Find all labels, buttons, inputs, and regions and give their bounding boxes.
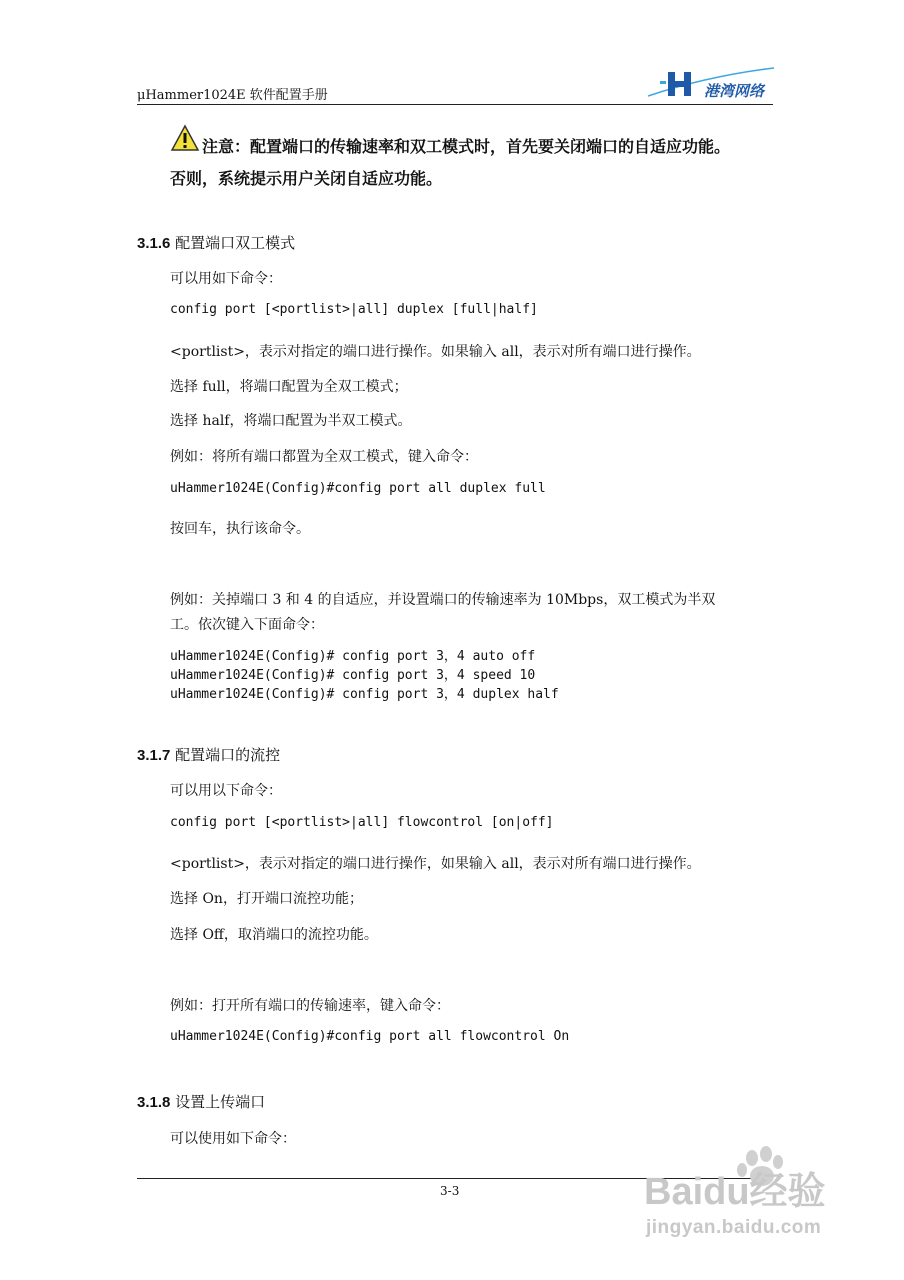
note-line-1: 注意：配置端口的传输速率和双工模式时，首先要关闭端口的自适应功能。 [202, 137, 731, 156]
note-line-2: 否则，系统提示用户关闭自适应功能。 [170, 169, 443, 188]
s317-on: 选择 On，打开端口流控功能； [170, 891, 363, 907]
header-title: μHammer1024E 软件配置手册 [137, 88, 328, 103]
s317-command: config port [<portlist>|all] flowcontrol [on|off] [170, 815, 554, 830]
baidu-watermark-logo [640, 1140, 860, 1260]
section-number: 3.1.6 [137, 235, 171, 252]
warning-icon [170, 124, 200, 152]
s316-half: 选择 half，将端口配置为半双工模式。 [170, 413, 412, 429]
section-heading-317 [137, 744, 280, 765]
company-logo [648, 66, 776, 104]
section-heading-316 [137, 232, 295, 253]
s316-example2-line2: 工。依次键入下面命令： [170, 617, 324, 633]
s317-desc: <portlist>，表示对指定的端口进行操作，如果输入 all，表示对所有端口进行操作。 [170, 856, 701, 872]
s318-intro: 可以使用如下命令： [170, 1131, 296, 1147]
s316-desc: <portlist>，表示对指定的端口进行操作。如果输入 all，表示对所有端口进行操作。 [170, 344, 701, 360]
s316-example-command: uHammer1024E(Config)#config port all duplex full [170, 481, 546, 496]
s316-cmd-1: uHammer1024E(Config)# config port 3，4 auto off [170, 649, 536, 664]
s316-cmd-3: uHammer1024E(Config)# config port 3，4 duplex half [170, 687, 559, 702]
s317-off: 选择 Off，取消端口的流控功能。 [170, 927, 378, 943]
section-title: 配置端口双工模式 [175, 234, 296, 252]
watermark-url: jingyan.baidu.com [646, 1217, 822, 1238]
s316-command: config port [<portlist>|all] duplex [full|half] [170, 302, 538, 317]
section-title: 设置上传端口 [175, 1093, 266, 1111]
s316-intro: 可以用如下命令： [170, 271, 282, 287]
s317-example-command: uHammer1024E(Config)#config port all flowcontrol On [170, 1029, 570, 1044]
s316-full: 选择 full，将端口配置为全双工模式； [170, 379, 408, 395]
s316-example2-line1: 例如：关掉端口 3 和 4 的自适应，并设置端口的传输速率为 10Mbps，双工模式为半双 [170, 592, 716, 608]
s317-example: 例如：打开所有端口的传输速率，键入命令： [170, 998, 450, 1014]
s316-cmd-2: uHammer1024E(Config)# config port 3，4 speed 10 [170, 668, 536, 683]
watermark-brand: Baidu经验 [644, 1171, 826, 1213]
header-rule [137, 104, 773, 105]
section-heading-318 [137, 1091, 265, 1112]
section-title: 配置端口的流控 [175, 746, 281, 764]
s317-intro: 可以用以下命令： [170, 783, 282, 799]
page-number: 3-3 [440, 1184, 460, 1198]
s316-example: 例如：将所有端口都置为全双工模式，键入命令： [170, 449, 478, 465]
logo-text: 港湾网络 [704, 82, 765, 100]
s316-enter: 按回车，执行该命令。 [170, 521, 310, 537]
section-number: 3.1.8 [137, 1094, 171, 1111]
section-number: 3.1.7 [137, 747, 171, 764]
